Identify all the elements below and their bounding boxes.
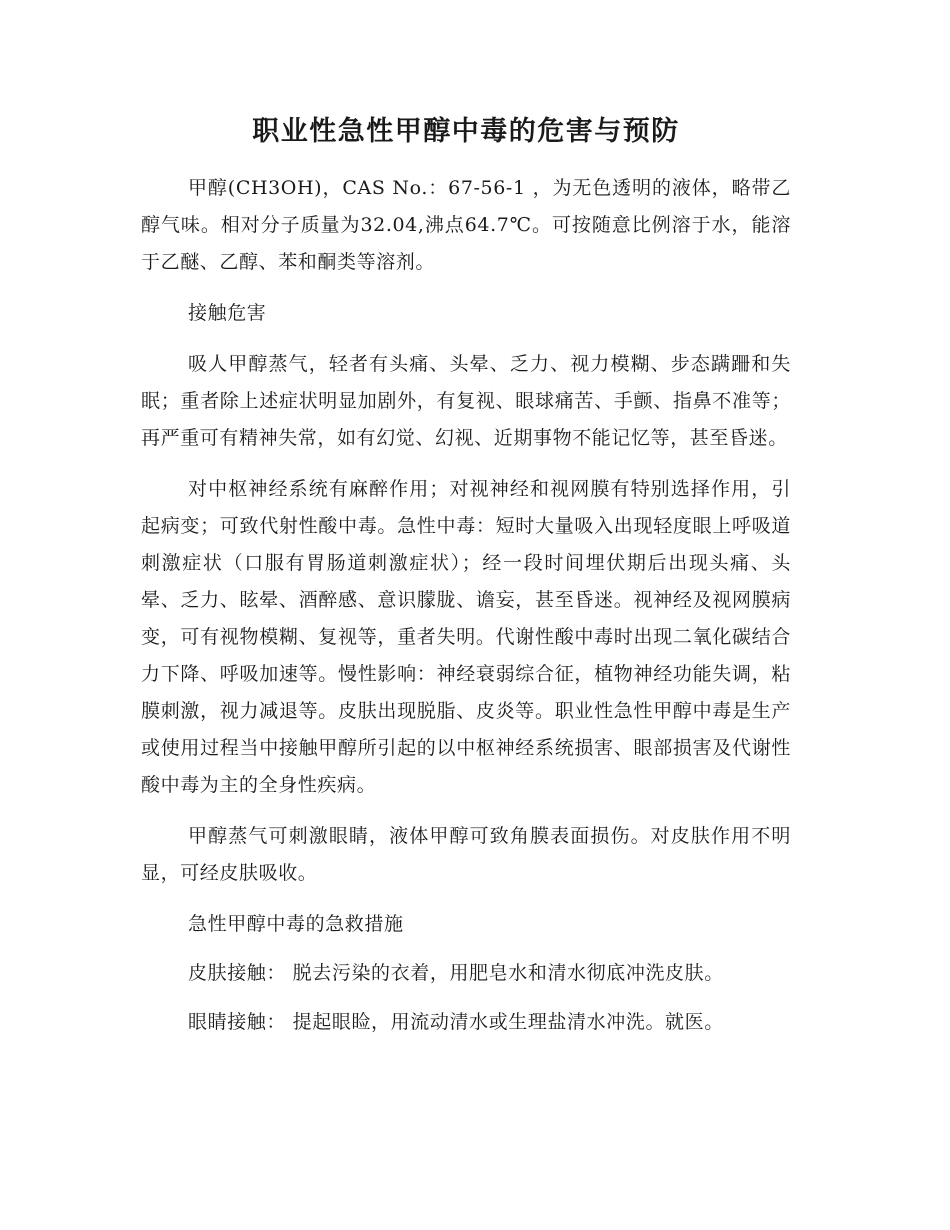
skin-contact-paragraph: 皮肤接触： 脱去污染的衣着，用肥皂水和清水彻底冲洗皮肤。 [188, 962, 724, 984]
intro-paragraph: 甲醇(CH3OH)，CAS No.：67-56-1 ，为无色透明的液体，略带乙醇气味。相对分子质量为32.04,沸点64.7℃。可按随意比例溶于水，能溶于乙醚、乙醇、苯和酮类等溶剂。 [141, 177, 791, 273]
document-page [141, 108, 791, 1041]
eye-contact-paragraph: 眼睛接触： 提起眼睑，用流动清水或生理盐清水冲洗。就医。 [188, 1011, 724, 1033]
inhalation-paragraph: 吸人甲醇蒸气，轻者有头痛、头晕、乏力、视力模糊、步态蹒跚和失眠；重者除上述症状明显加剧外，有复视、眼球痛苦、手颤、指鼻不准等；再严重可有精神失常，如有幻觉、幻视、近期事物不能记忆等，甚至昏迷。 [141, 353, 791, 449]
section-heading-exposure-hazards: 接触危害 [188, 302, 267, 324]
section-heading-first-aid: 急性甲醇中毒的急救措施 [188, 913, 404, 935]
eye-skin-paragraph: 甲醇蒸气可刺激眼睛，液体甲醇可致角膜表面损伤。对皮肤作用不明显，可经皮肤吸收。 [141, 825, 791, 884]
document-title: 职业性急性甲醇中毒的危害与预防 [252, 116, 680, 147]
toxicity-paragraph: 对中枢神经系统有麻醉作用；对视神经和视网膜有特别选择作用，引起病变；可致代射性酸中毒。急性中毒：短时大量吸入出现轻度眼上呼吸道刺激症状（口服有胃肠道刺激症状）；经一段时间埋伏期后出现头痛、头晕、乏力、眩晕、酒醉感、意识朦胧、谵妄，甚至昏迷。视神经及视网膜病变，可有视物模糊、复视等，重者失明。代谢性酸中毒时出现二氧化碳结合力下降、呼吸加速等。慢性影响：神经衰弱综合征，植物神经功能失调，粘膜刺激，视力减退等。皮肤出现脱脂、皮炎等。职业性急性甲醇中毒是生产或使用过程当中接触甲醇所引起的以中枢神经系统损害、眼部损害及代谢性酸中毒为主的全身性疾病。 [141, 478, 791, 796]
